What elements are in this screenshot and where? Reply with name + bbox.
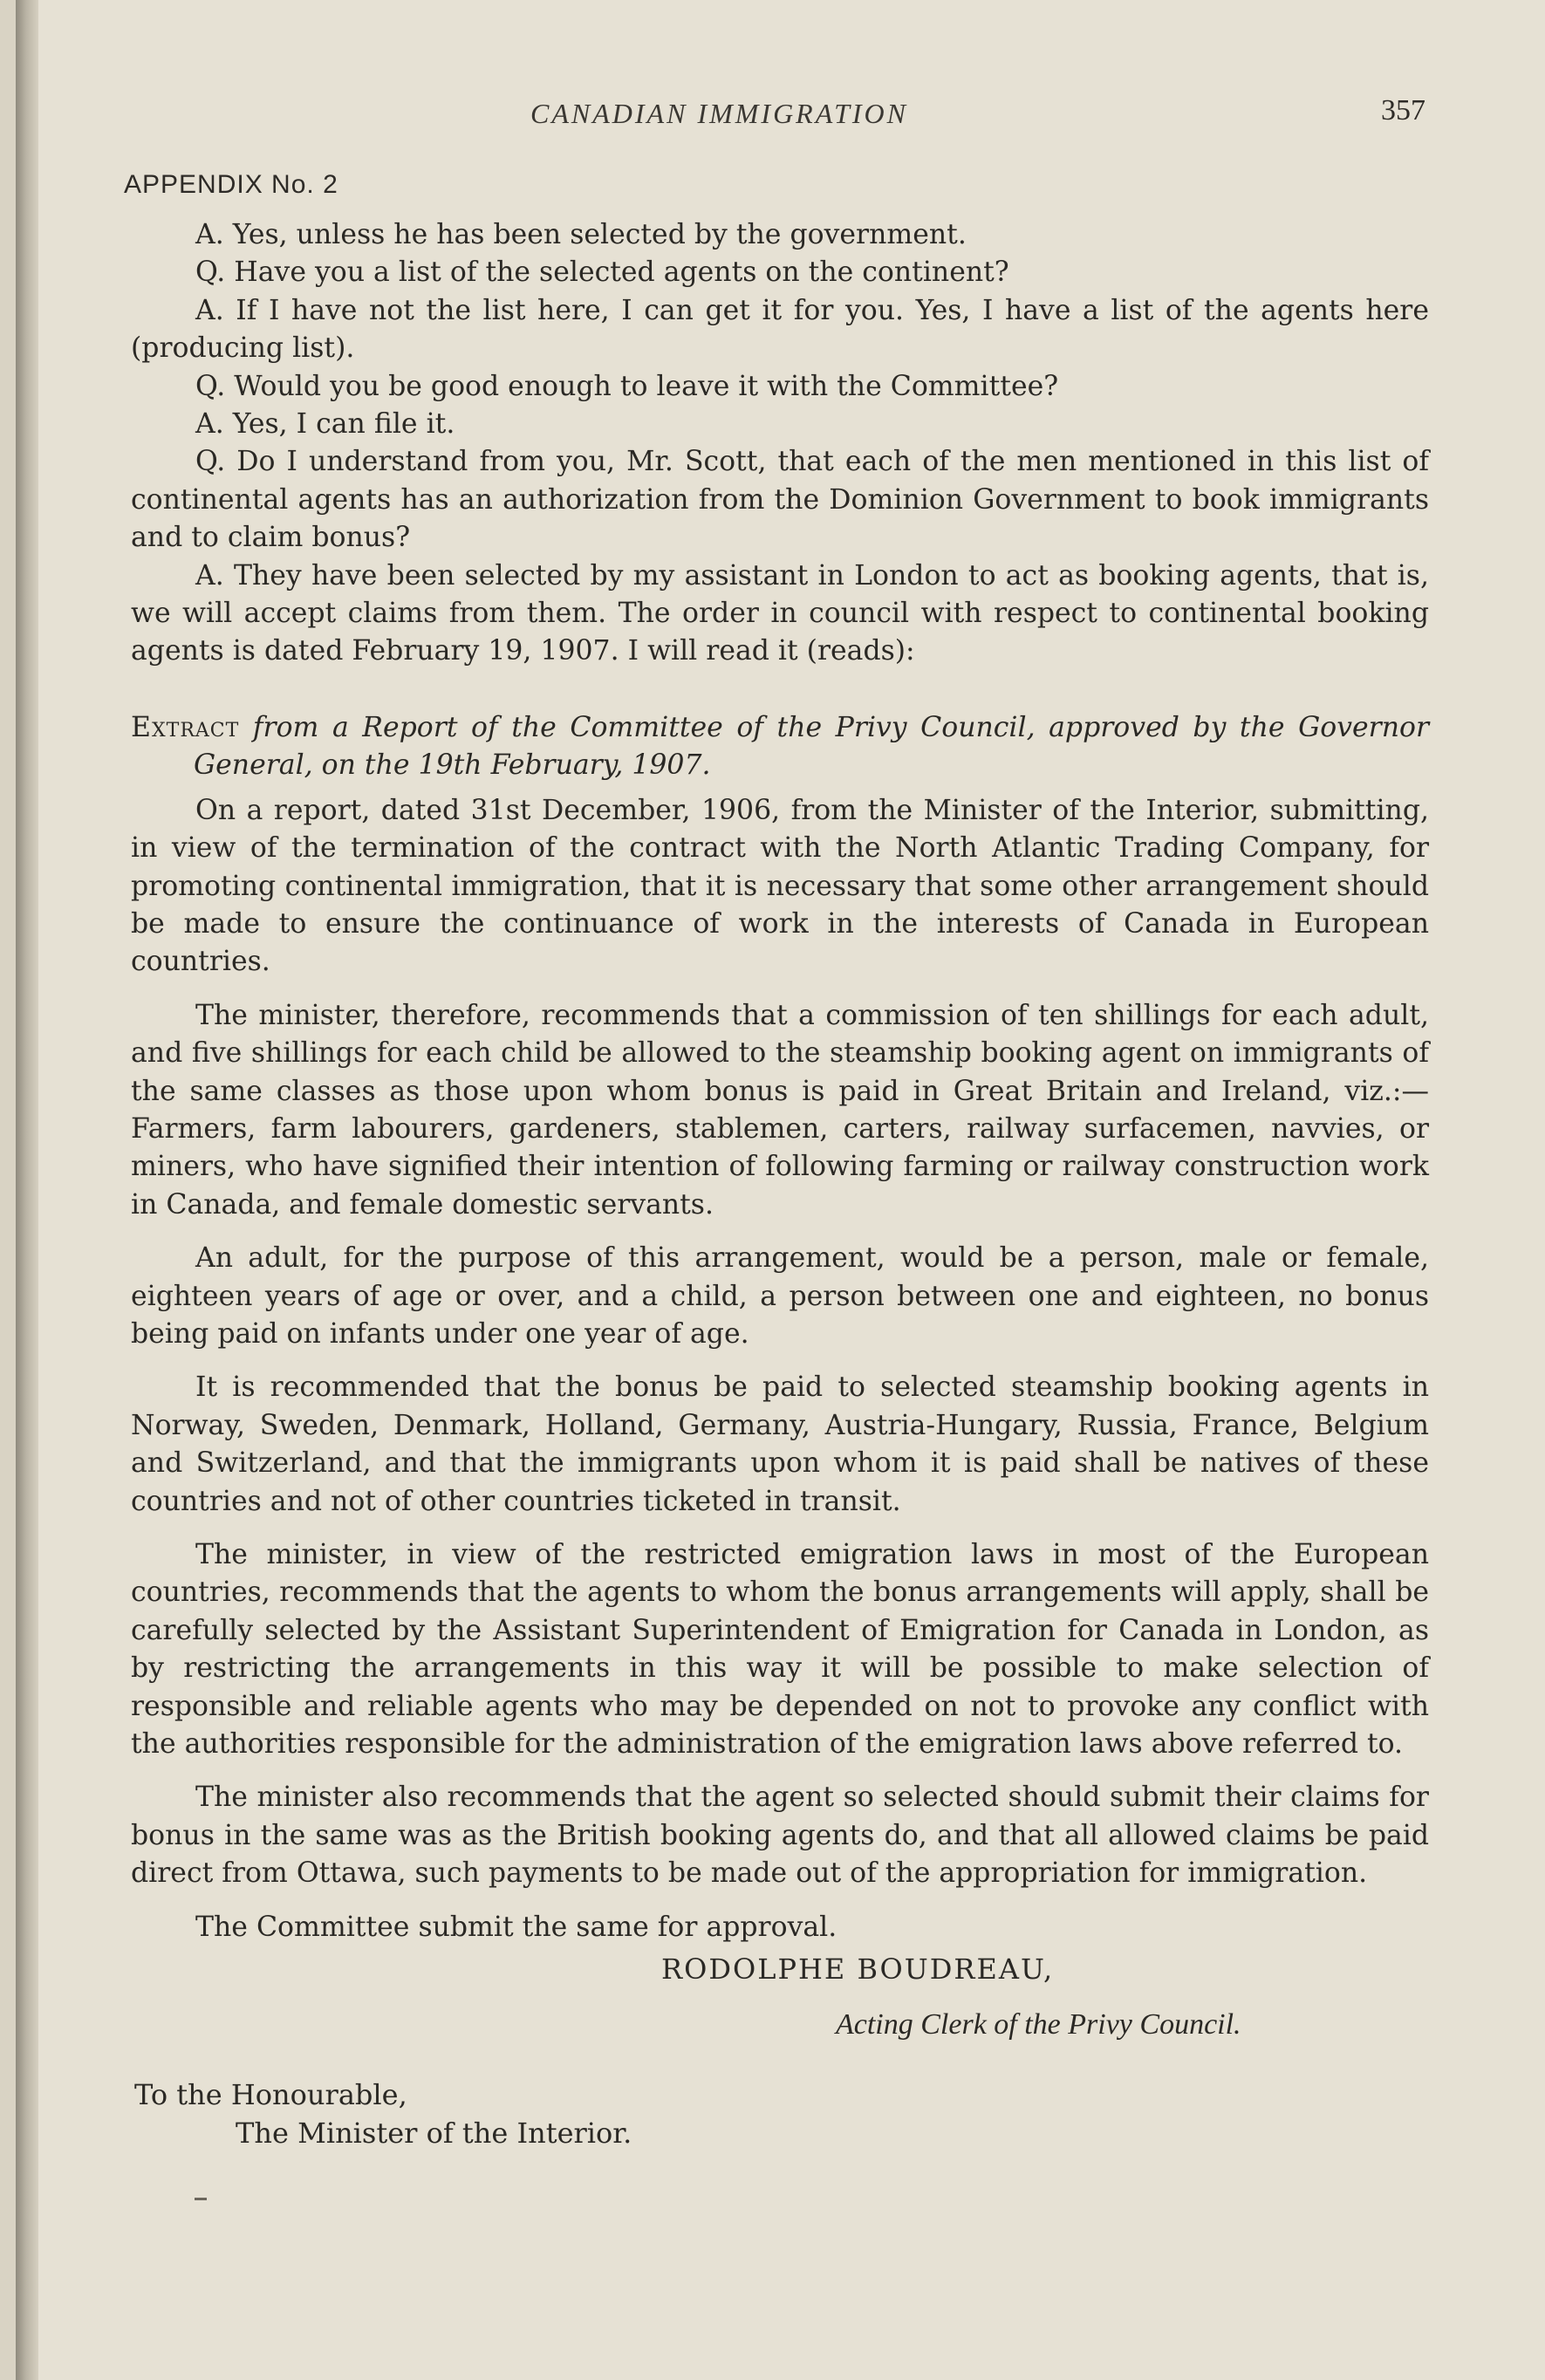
- paragraph-question-3: Q. Do I understand from you, Mr. Scott, that each of the men mentioned in this list of continental agents has an authorization from the Dominion Government to book immigrants and to claim bonus?: [131, 446, 1429, 554]
- report-paragraph: The minister, in view of the restricted emigration laws in most of the European countries, recommends that the agents to whom the bonus arrangements will apply, shall be carefully selected by the Assistant Superintendent of Emigration for Canada in London, as by restricting the arrangements in this way it will be possible to make selection of responsible and reliable agents who may be depended on not to provoke any conflict with the authorities responsible for the administration of the emigration laws above referred to.: [131, 1539, 1429, 1761]
- report-paragraph: It is recommended that the bonus be paid to selected steamship booking agents in Norway, Sweden, Denmark, Holland, Germany, Austria-Hungary, Russia, France, Belgium and Switzerland, and that the immigrants upon whom it is paid shall be natives of these countries and not of other countries ticketed in transit.: [131, 1371, 1429, 1517]
- paragraph-answer-4: A. They have been selected by my assistant in London to act as booking agents, that is, we will accept claims from them. The order in council with respect to continental booking agents is dated February 19, 1907. I will read it (reads):: [131, 559, 1429, 667]
- running-head: CANADIAN IMMIGRATION: [530, 98, 908, 129]
- report-paragraph: On a report, dated 31st December, 1906, from the Minister of the Interior, submitting, in view of the termination of the contract with the North Atlantic Trading Company, for promoting continental immigration, that it is necessary that some other arrangement should be made to ensure the continuance of work in the interests of Canada in European countries.: [131, 794, 1429, 978]
- binding-shadow: [16, 0, 38, 2380]
- report-paragraph: The minister, therefore, recommends that a commission of ten shillings for each adult, and five shillings for each child be allowed to the steamship booking agent on immigrants of the same classes as those upon whom bonus is paid in Great Britain and Ireland, viz.:—Farmers, farm labourers, gardeners, stablemen, carters, railway surfacemen, navvies, or miners, who have signified their intention of following farming or railway construction work in Canada, and female domestic servants.: [131, 999, 1429, 1221]
- report-paragraph: The Committee submit the same for approval.: [195, 1911, 837, 1943]
- paragraph-answer-3: A. Yes, I can file it.: [195, 408, 455, 441]
- extract-lead: Extract: [131, 711, 240, 743]
- address-line-2: The Minister of the Interior.: [236, 2117, 632, 2150]
- paragraph-question-2: Q. Would you be good enough to leave it with the Committee?: [195, 370, 1059, 402]
- report-paragraph: The minister also recommends that the agent so selected should submit their claims for bonus in the same was as the British booking agents do, and that all allowed claims be paid direct from Ottawa, such payments to be made out of the appropriation for immigration.: [131, 1782, 1429, 1890]
- paragraph-answer-1: A. Yes, unless he has been selected by the government.: [195, 219, 967, 250]
- body-text: [131, 216, 1429, 1946]
- extract-heading: [131, 709, 1429, 785]
- extract-text: from a Report of the Committee of the Privy Council, approved by the Governor General, on the 19th February, 1907.: [194, 711, 1430, 782]
- page-number: 357: [1381, 94, 1425, 127]
- document-page: [16, 0, 1545, 2380]
- margin-mark: [195, 2198, 207, 2200]
- signature-name: RODOLPHE BOUDREAU,: [661, 1953, 1055, 1986]
- signature-title: Acting Clerk of the Privy Council.: [836, 2008, 1241, 2041]
- report-paragraph: An adult, for the purpose of this arrangement, would be a person, male or female, eighteen years of age or over, and a child, a person between one and eighteen, no bonus being paid on infants under one year of age.: [131, 1242, 1429, 1350]
- address-line-1: To the Honourable,: [134, 2078, 407, 2111]
- paragraph-question-1: Q. Have you a list of the selected agents on the continent?: [195, 256, 1009, 289]
- appendix-label: APPENDIX No. 2: [124, 170, 338, 199]
- paragraph-answer-2: A. If I have not the list here, I can get it for you. Yes, I have a list of the agents here (producing list).: [131, 294, 1429, 365]
